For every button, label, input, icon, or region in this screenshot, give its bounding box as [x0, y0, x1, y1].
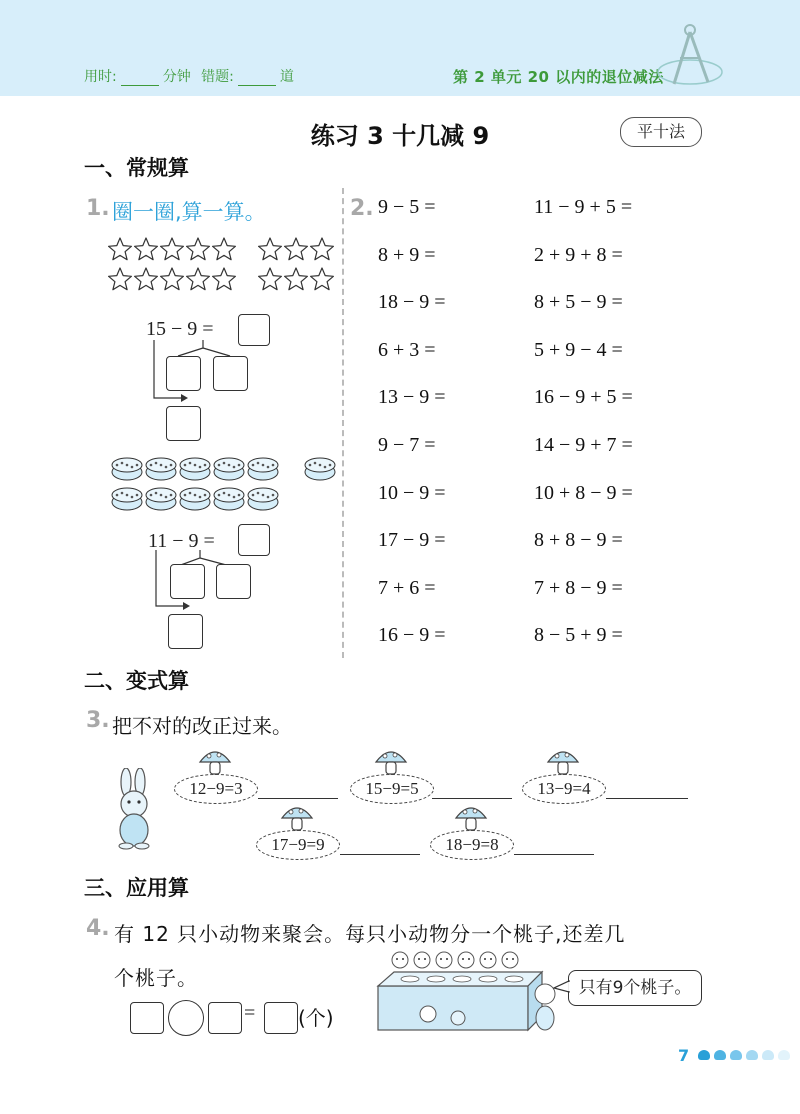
q3-answer-line[interactable] [258, 798, 338, 799]
q2-equation[interactable]: 16 − 9 = [378, 624, 446, 647]
cake-icon [112, 488, 142, 510]
q1-number: 1. [86, 196, 110, 221]
cake-group[interactable] [110, 454, 345, 516]
cake-icon [214, 458, 244, 480]
q3-answer-line[interactable] [432, 798, 512, 799]
column-divider [342, 188, 344, 658]
q4-answer-box[interactable] [264, 1002, 298, 1034]
error-blank[interactable] [238, 71, 276, 86]
cake-icon [248, 488, 278, 510]
starfish-icon [311, 238, 334, 260]
q2-equation[interactable]: 17 − 9 = [378, 529, 446, 552]
compass-icon [650, 22, 730, 92]
q2-equation[interactable]: 10 + 8 − 9 = [534, 481, 633, 504]
starfish-icon [161, 238, 184, 260]
speech-bubble: 只有9个桃子。 [568, 970, 702, 1006]
q2-equation[interactable]: 9 − 5 = [378, 196, 436, 218]
section-2-title: 二、变式算 [84, 669, 189, 693]
time-blank[interactable] [121, 71, 159, 86]
page-number: 7 [678, 1046, 690, 1065]
q3-equation: 15−9=5 [350, 774, 434, 804]
q3-answer-line[interactable] [606, 798, 688, 799]
q2-equation[interactable]: 8 − 5 + 9 = [534, 624, 623, 647]
q1-eq2-split-box-2[interactable] [216, 564, 251, 599]
q2-equation[interactable]: 10 − 9 = [378, 481, 446, 504]
q3-number: 3. [86, 708, 110, 733]
q2-equation[interactable]: 9 − 7 = [378, 434, 436, 456]
q4-text-line-2: 个桃子。 [114, 966, 198, 990]
footer-dot [762, 1050, 774, 1060]
q1-eq1-expression: 15 − 9 = [146, 318, 214, 340]
cake-icon [248, 458, 278, 480]
method-tag: 平十法 [620, 117, 702, 147]
q2-equation[interactable]: 2 + 9 + 8 = [534, 243, 623, 266]
q3-equation: 17−9=9 [256, 830, 340, 860]
starfish-icon [213, 268, 236, 290]
cake-icon [305, 458, 335, 480]
starfish-icon [187, 268, 210, 290]
q2-equation[interactable]: 14 − 9 + 7 = [534, 434, 633, 456]
starfish-icon [285, 238, 308, 260]
mushroom-icon [374, 746, 408, 776]
cake-icon [112, 458, 142, 480]
footer-dot [714, 1050, 726, 1060]
q3-answer-line[interactable] [340, 854, 420, 855]
q1-text: 圈一圈,算一算。 [112, 200, 266, 224]
q2-number: 2. [350, 196, 374, 221]
q4-text-line-1: 有 12 只小动物来聚会。每只小动物分一个桃子,还差几 [114, 922, 626, 946]
cake-icon [146, 458, 176, 480]
starfish-icon [109, 238, 132, 260]
starfish-icon [259, 268, 282, 290]
item-label: 道 [279, 69, 294, 85]
q2-equation[interactable]: 8 + 8 − 9 = [534, 529, 623, 552]
q3-equation: 12−9=3 [174, 774, 258, 804]
q4-box-2[interactable] [208, 1002, 242, 1034]
q1-eq1-result-box[interactable] [166, 406, 201, 441]
section-1-title: 一、常规算 [84, 156, 189, 180]
mushroom-icon [198, 746, 232, 776]
q1-eq2-expression: 11 − 9 = [148, 530, 215, 552]
q1-eq1-split-box-1[interactable] [166, 356, 201, 391]
q4-equals: = [244, 1002, 256, 1024]
q3-answer-line[interactable] [514, 854, 594, 855]
time-record [84, 66, 294, 86]
starfish-icon [285, 268, 308, 290]
q2-equation[interactable]: 18 − 9 = [378, 291, 446, 314]
starfish-icon [161, 268, 184, 290]
unit-title: 第 2 单元 20 以内的退位减法 [453, 68, 664, 86]
rabbit-icon [106, 768, 162, 850]
cake-icon [180, 458, 210, 480]
starfish-icon [109, 268, 132, 290]
mushroom-icon [280, 802, 314, 832]
starfish-icon [213, 238, 236, 260]
page-title: 练习 3 十几减 9 [310, 122, 490, 150]
mushroom-icon [454, 802, 488, 832]
q2-equation[interactable]: 8 + 9 = [378, 243, 436, 266]
q2-equation[interactable]: 5 + 9 − 4 = [534, 338, 623, 361]
error-label: 错题: [201, 69, 234, 85]
q1-eq2-result-box[interactable] [168, 614, 203, 649]
q4-number: 4. [86, 916, 110, 941]
footer-dot [746, 1050, 758, 1060]
q4-box-1[interactable] [130, 1002, 164, 1034]
q2-equation[interactable]: 13 − 9 = [378, 386, 446, 409]
speech-bubble-tail [553, 980, 571, 994]
cake-icon [146, 488, 176, 510]
q3-text: 把不对的改正过来。 [112, 714, 292, 738]
time-label: 用时: [84, 69, 117, 85]
q2-equation[interactable]: 6 + 3 = [378, 338, 436, 361]
q3-equation: 18−9=8 [430, 830, 514, 860]
q1-eq2-split-box-1[interactable] [170, 564, 205, 599]
q2-equation[interactable]: 8 + 5 − 9 = [534, 291, 623, 314]
section-3-title: 三、应用算 [84, 876, 189, 900]
q2-equation[interactable]: 11 − 9 + 5 = [534, 196, 633, 218]
q2-equation[interactable]: 7 + 8 − 9 = [534, 576, 623, 599]
q1-eq1-split-box-2[interactable] [213, 356, 248, 391]
mushroom-icon [546, 746, 580, 776]
q4-unit: (个) [298, 1006, 334, 1030]
footer-dot [730, 1050, 742, 1060]
starfish-icon [135, 238, 158, 260]
q3-equation: 13−9=4 [522, 774, 606, 804]
starfish-group[interactable] [104, 234, 344, 300]
starfish-icon [187, 238, 210, 260]
q4-operator-circle[interactable] [168, 1000, 204, 1036]
cake-icon [180, 488, 210, 510]
q2-equation[interactable]: 7 + 6 = [378, 576, 436, 599]
animals-party-illustration [370, 944, 560, 1036]
q2-equation[interactable]: 16 − 9 + 5 = [534, 386, 633, 409]
footer-dot [778, 1050, 790, 1060]
cake-icon [214, 488, 244, 510]
footer-dot [698, 1050, 710, 1060]
minute-label: 分钟 [162, 69, 191, 85]
starfish-icon [135, 268, 158, 290]
starfish-icon [311, 268, 334, 290]
starfish-icon [259, 238, 282, 260]
